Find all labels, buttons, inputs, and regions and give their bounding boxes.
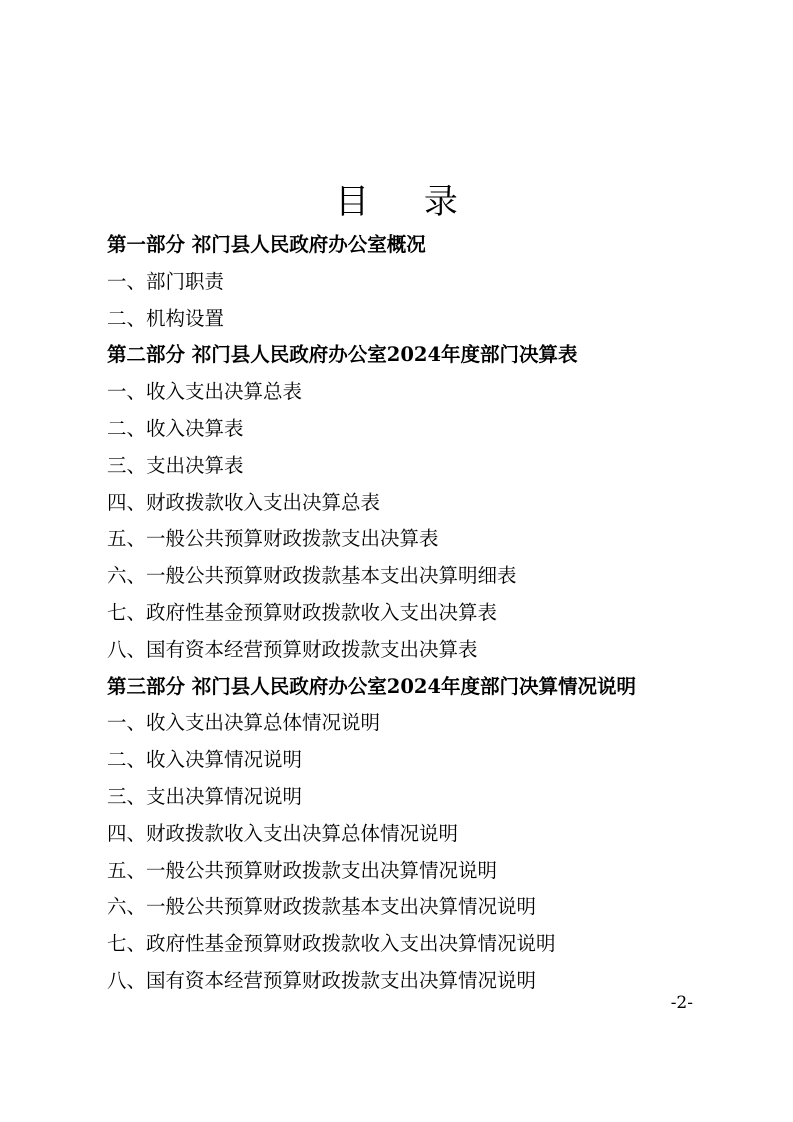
toc-item[interactable]: 一、收入支出决算总表	[107, 380, 303, 404]
toc-item[interactable]: 三、支出决算情况说明	[107, 784, 303, 808]
toc-item[interactable]: 六、一般公共预算财政拨款基本支出决算明细表	[107, 564, 517, 588]
toc-item[interactable]: 一、收入支出决算总体情况说明	[107, 711, 381, 735]
toc-part-2-heading[interactable]: 第二部分 祁门县人民政府办公室2024年度部门决算表	[107, 343, 578, 367]
toc-item[interactable]: 七、政府性基金预算财政拨款收入支出决算情况说明	[107, 932, 556, 956]
toc-item[interactable]: 七、政府性基金预算财政拨款收入支出决算表	[107, 600, 498, 624]
toc-item[interactable]: 一、部门职责	[107, 269, 225, 293]
toc-item[interactable]: 二、收入决算表	[107, 416, 244, 440]
toc-item[interactable]: 五、一般公共预算财政拨款支出决算情况说明	[107, 858, 498, 882]
toc-part-3-heading[interactable]: 第三部分 祁门县人民政府办公室2024年度部门决算情况说明	[107, 674, 637, 698]
page-title: 目 录	[335, 182, 480, 222]
toc-item[interactable]: 四、财政拨款收入支出决算总表	[107, 490, 381, 514]
toc-item[interactable]: 六、一般公共预算财政拨款基本支出决算情况说明	[107, 895, 537, 919]
table-of-contents	[107, 227, 727, 1000]
toc-item[interactable]: 四、财政拨款收入支出决算总体情况说明	[107, 821, 459, 845]
toc-part-1-heading[interactable]: 第一部分 祁门县人民政府办公室概况	[107, 233, 426, 256]
toc-item[interactable]: 五、一般公共预算财政拨款支出决算表	[107, 527, 439, 551]
toc-item[interactable]: 二、机构设置	[107, 306, 225, 330]
page-number: -2-	[670, 993, 693, 1013]
toc-item[interactable]: 二、收入决算情况说明	[107, 748, 303, 772]
toc-item[interactable]: 八、国有资本经营预算财政拨款支出决算情况说明	[107, 968, 537, 992]
toc-item[interactable]: 八、国有资本经营预算财政拨款支出决算表	[107, 637, 478, 661]
toc-item[interactable]: 三、支出决算表	[107, 453, 244, 477]
